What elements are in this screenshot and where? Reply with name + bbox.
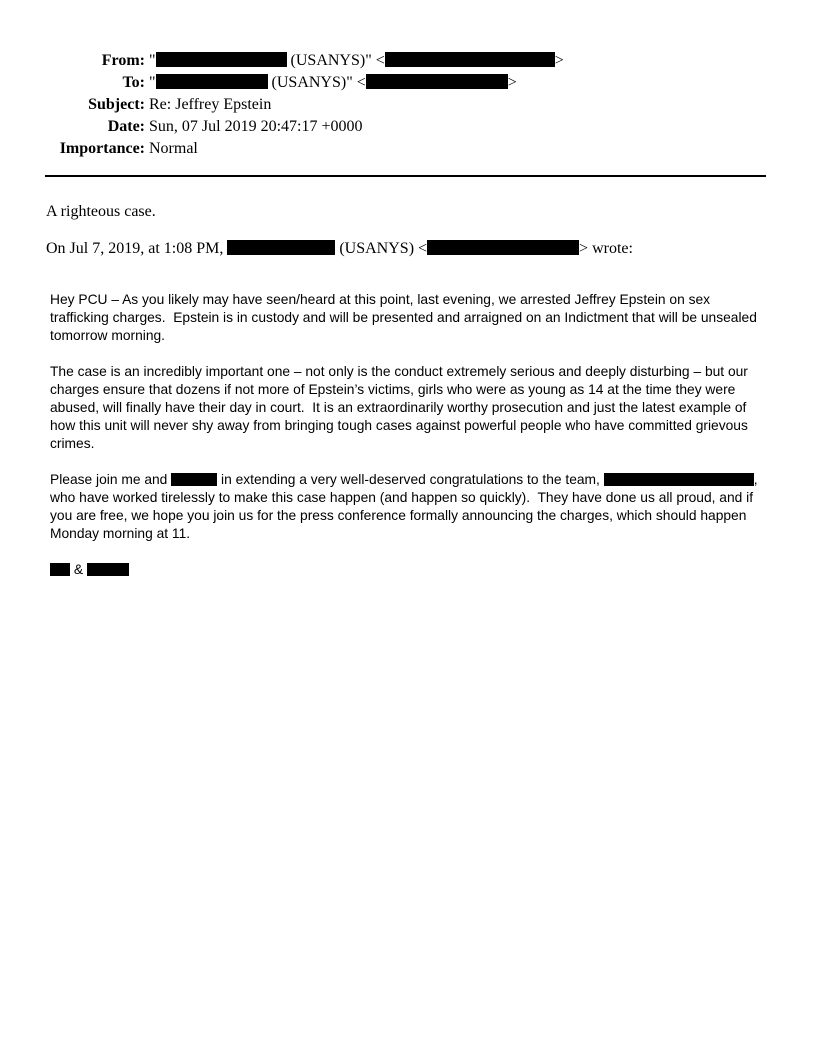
header-row-date [45,116,766,138]
signature-ampersand: & [70,562,87,577]
reply-attribution-line [46,239,766,259]
importance-value: Normal [149,140,198,157]
paragraph-3-text-3: , who have worked tirelessly to make this case happen (and happen so quickly). They have done us all proud, and if you are free, we hope you join us for the press conference formally announcing the charges, which should happen Monday morning at 11. [50,472,762,541]
to-close-bracket: > [507,74,517,91]
signature-line [50,561,766,579]
date-label: Date: [107,118,145,135]
opening-line: A righteous case. [46,203,156,220]
redaction-from-name [156,52,287,67]
header-row-from [45,50,766,72]
to-open-quote: " [149,74,156,91]
from-open-quote: " [149,52,156,69]
to-usanys-text: (USANYS)" < [267,74,366,91]
header-divider [45,175,766,177]
from-value [149,50,564,72]
redaction-team-names [604,473,754,486]
header-row-importance [45,138,766,160]
redaction-to-name [156,74,268,89]
attribution-mid: (USANYS) < [335,240,428,257]
quote-paragraph-2: The case is an incredibly important one – not only is the conduct extremely serious and deeply disturbing – but our charges ensure that dozens if not more of Epstein’s victims, girls who were as young as 14 at the time they were abused, will finally have their day in court. It is an extraordinarily worthy prosecution and just the latest example of how this unit will never shy away from bringing tough cases against powerful people who have committed grievous crimes. [50,364,752,451]
quote-paragraph-3 [50,471,766,543]
subject-value: Re: Jeffrey Epstein [149,96,272,113]
header-row-to [45,72,766,94]
importance-label: Importance: [59,140,145,157]
header-row-subject [45,94,766,116]
from-usanys-text: (USANYS)" < [286,52,385,69]
subject-label: Subject: [88,96,145,113]
attribution-suffix: > wrote: [579,240,633,257]
redaction-colleague-name [171,473,217,486]
paragraph-3-text-1: Please join me and [50,472,172,487]
paragraph-3-text-2: in extending a very well-deserved congratulations to the team, [217,472,604,487]
redaction-to-email [366,74,508,89]
date-value: Sun, 07 Jul 2019 20:47:17 +0000 [149,118,363,135]
email-header-block [45,50,766,160]
attribution-prefix: On Jul 7, 2019, at 1:08 PM, [46,240,228,257]
quote-paragraph-1: Hey PCU – As you likely may have seen/heard at this point, last evening, we arrested Jeffrey Epstein on sex trafficking charges. Epstein is in custody and will be presented and arraigned on an Indictment that will be unsealed tomorrow morning. [50,292,761,343]
redaction-sender-email [427,240,579,255]
to-label: To: [122,74,145,91]
from-label: From: [101,52,145,69]
redaction-sender-name [227,240,335,255]
redaction-signature-initials-2 [87,563,129,576]
redaction-signature-initials-1 [50,563,70,576]
quoted-message-block [50,291,766,579]
redaction-from-email [385,52,555,67]
to-value [149,72,517,94]
from-close-bracket: > [554,52,564,69]
